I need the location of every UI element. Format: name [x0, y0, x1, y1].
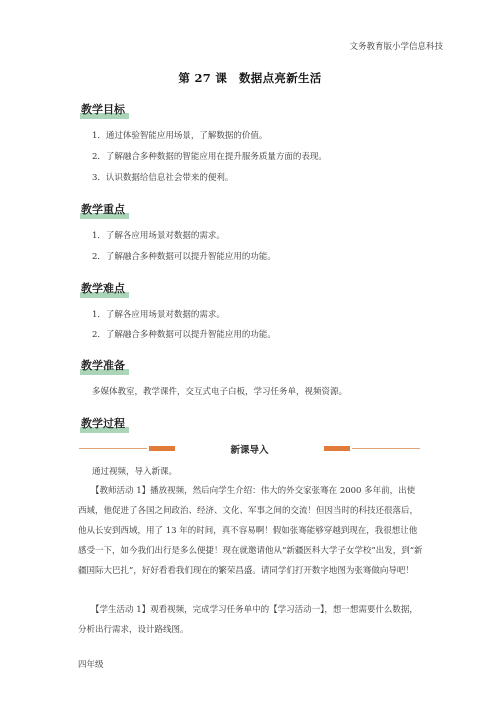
header-publisher: 文务教育版小学信息科技	[349, 42, 443, 52]
subsection-banner	[79, 442, 420, 454]
section-heading-preparation: 教学准备	[80, 357, 127, 373]
section-heading-goals: 教学目标	[80, 101, 127, 117]
goal-item-3: 3．认识数据给信息社会带来的便利。	[92, 173, 234, 183]
key-point-item-2: 2．了解融合多种数据可以提升智能应用的功能。	[92, 252, 276, 262]
intro-text: 通过视频，导入新课。	[92, 467, 178, 477]
difficulty-item-1: 1．了解各应用场景对数据的需求。	[92, 310, 225, 320]
goal-item-1: 1．通过体验智能应用场景，了解数据的价值。	[92, 131, 268, 141]
lesson-title: 第 27 课 数据点亮新生活	[178, 71, 322, 85]
preparation-text: 多媒体教室，教学课件，交互式电子白板，学习任务单，视频资源。	[92, 387, 348, 397]
section-heading-process: 教学过程	[80, 415, 127, 431]
banner-right-block	[324, 446, 350, 451]
banner-label: 新课导入	[230, 445, 269, 456]
goal-item-2: 2．了解融合多种数据的智能应用在提升服务质量方面的表现。	[92, 152, 327, 162]
teacher-activity-paragraph: 【教师活动 1】播放视频，然后向学生介绍：伟大的外交家张骞在 2000 多年前，出使西域，他促进了各国之间政治、经济、文化、军事之间的交流！但因当时的科技还很落后，他从长安到西域，用了 13 年的时间，真不容易啊！假如张骞能够穿越到现在，我很想让他感受一下，如今我们出行是多么便捷！现在就邀请他从“新疆医科大学子女学校”出发，到“新疆国际大巴扎”，好好看看我们现在的繁荣昌盛。请同学们打开数字地图为张骞做向导吧！	[78, 486, 423, 576]
section-heading-key-points: 教学重点	[80, 201, 127, 217]
footer-grade: 四年级	[78, 660, 104, 670]
banner-right-line	[352, 448, 420, 449]
student-activity-paragraph: 【学生活动 1】观看视频，完成学习任务单中的【学习活动一】，想一想需要什么数据，分析出行需求，设计路线图。	[78, 605, 418, 635]
key-point-item-1: 1．了解各应用场景对数据的需求。	[92, 231, 225, 241]
section-heading-difficulties: 教学难点	[80, 280, 127, 296]
difficulty-item-2: 2．了解融合多种数据可以提升智能应用的功能。	[92, 330, 276, 340]
